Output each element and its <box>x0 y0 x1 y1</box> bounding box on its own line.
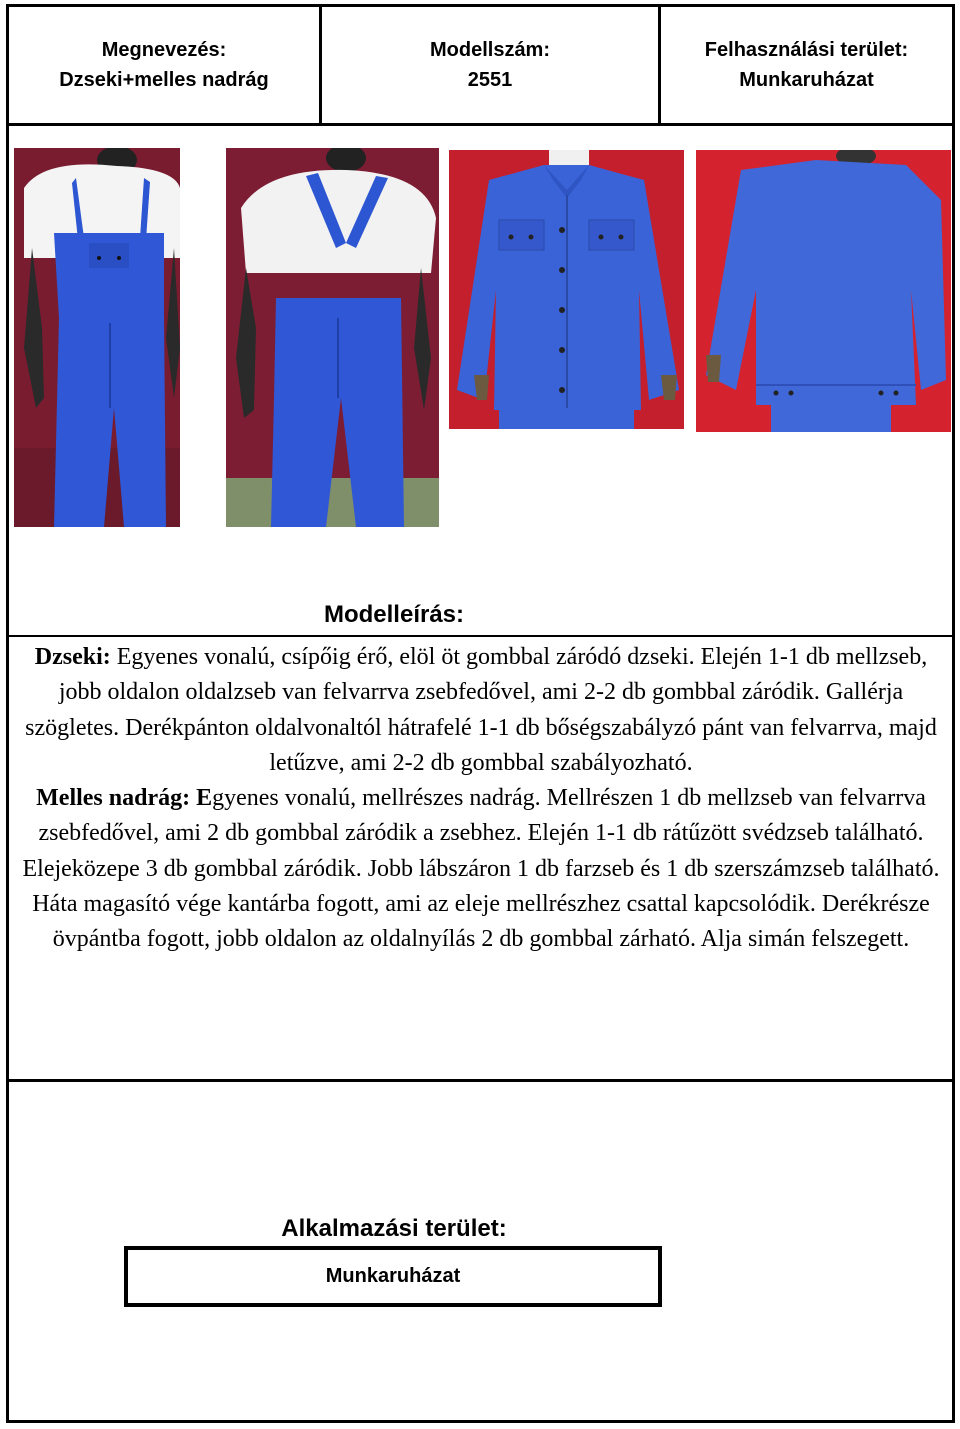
name-cell <box>9 7 322 123</box>
jacket-back-photo <box>696 150 951 432</box>
usage-label: Felhasználási terület: <box>704 39 909 61</box>
application-title: Alkalmazási terület: <box>281 1215 507 1242</box>
application-box <box>124 1246 662 1307</box>
usage-cell <box>661 7 952 123</box>
overall-front-photo <box>14 148 180 527</box>
description-title: Modelleírás: <box>323 601 465 628</box>
trousers-description <box>17 781 945 957</box>
jacket-description <box>17 640 945 781</box>
description-divider <box>9 635 952 637</box>
jacket-front-photo <box>449 150 684 429</box>
product-sheet <box>6 4 955 1423</box>
jacket-text: Egyenes vonalú, csípőig érő, elöl öt gombbal záródó dzseki. Elején 1-1 db mellzseb, jobb oldalon oldalzseb van felvarrva zsebfedővel, ami 2-2 db gombbal záródik. Gallérja szögletes. Derékpánton oldalvonaltól hátrafelé 1-1 db bőségszabályzó pánt van felvarrva, majd letűzve, ami 2-2 db gombbal szabályozható. <box>25 644 937 776</box>
trousers-label: Melles nadrág: E <box>36 785 213 812</box>
description-body <box>17 640 945 958</box>
application-value: Munkaruházat <box>325 1265 461 1287</box>
trousers-text: gyenes vonalú, mellrészes nadrág. Mellrészen 1 db mellzseb van felvarrva zsebfedővel, ami 2 db gombbal záródik a zsebhez. Elején 1-1 db rátűzött svédzseb található. Elejeközepe 3 db gombbal záródik. Jobb lábszáron 1 db farzseb és 1 db szerszámzseb található. Háta magasító vége kantárba fogott, ami az eleje mellrészhez csattal kapcsolódik. Derékrésze övpántba fogott, jobb oldalon az oldalnyílás 2 db gombbal zárható. Alja simán felszegett. <box>22 785 940 953</box>
header-row <box>9 7 952 126</box>
model-value: 2551 <box>467 69 513 91</box>
name-value: Dzseki+melles nadrág <box>59 69 269 91</box>
model-label: Modellszám: <box>429 39 551 61</box>
jacket-label: Dzseki: <box>34 644 111 670</box>
model-cell <box>322 7 661 123</box>
name-label: Megnevezés: <box>101 39 227 61</box>
overall-back-photo <box>226 148 439 527</box>
usage-value: Munkaruházat <box>739 69 874 91</box>
section-divider <box>9 1079 952 1082</box>
